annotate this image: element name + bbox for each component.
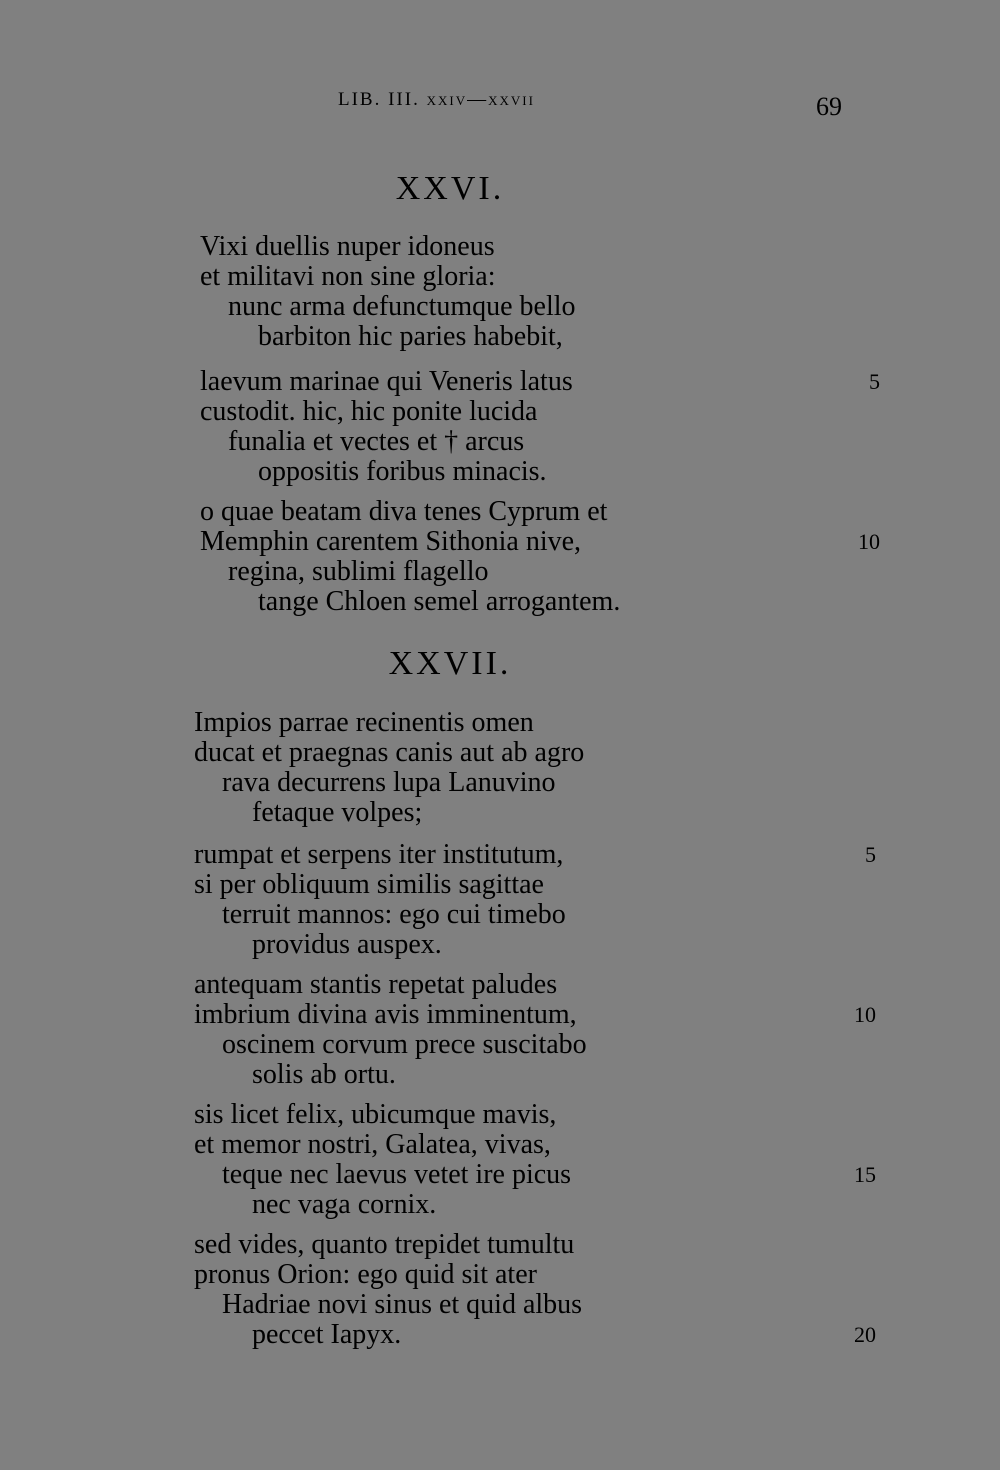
verse-text: nec vaga cornix. (252, 1189, 437, 1220)
verse-line (0, 738, 1000, 768)
verse-text: et militavi non sine gloria: (200, 261, 496, 292)
running-head: LIB. III. xxiv—xxvii (338, 89, 535, 110)
verse-text: rava decurrens lupa Lanuvino (222, 767, 556, 798)
stanza (0, 232, 1000, 352)
verse-line (0, 497, 1000, 527)
verse-line (0, 1320, 1000, 1350)
verse-line (0, 1260, 1000, 1290)
verse-text: Vixi duellis nuper idoneus (200, 231, 495, 262)
verse-line (0, 1060, 1000, 1090)
verse-text: Hadriae novi sinus et quid albus (222, 1289, 583, 1320)
verse-line (0, 970, 1000, 1000)
verse-line (0, 322, 1000, 352)
poem-title: XXVII. (388, 645, 512, 682)
verse-text: nunc arma defunctumque bello (228, 291, 576, 322)
verse-text: tange Chloen semel arrogantem. (258, 586, 621, 617)
verse-text: solis ab ortu. (252, 1059, 396, 1090)
verse-text: et memor nostri, Galatea, vivas, (194, 1129, 551, 1160)
verse-line (0, 870, 1000, 900)
verse-text: sed vides, quanto trepidet tumultu (194, 1229, 575, 1260)
verse-text: rumpat et serpens iter institutum, (194, 839, 564, 870)
verse-text: regina, sublimi flagello (228, 556, 489, 587)
stanza (0, 1230, 1000, 1350)
stanza (0, 497, 1000, 617)
line-number: 5 (869, 369, 880, 394)
verse-line (0, 427, 1000, 457)
verse-text: fetaque volpes; (252, 797, 423, 828)
verse-text: laevum marinae qui Veneris latus (200, 366, 573, 397)
verse-text: barbiton hic paries habebit, (258, 321, 563, 352)
verse-text: terruit mannos: ego cui timebo (222, 899, 566, 930)
verse-line (0, 1030, 1000, 1060)
verse-line (0, 457, 1000, 487)
verse-text: imbrium divina avis imminentum, (194, 999, 577, 1030)
verse-line (0, 798, 1000, 828)
verse-line (0, 1100, 1000, 1130)
verse-text: peccet Iapyx. (252, 1319, 402, 1350)
verse-line (0, 1130, 1000, 1160)
verse-line (0, 768, 1000, 798)
verse-line (0, 527, 1000, 557)
verse-text: oscinem corvum prece suscitabo (222, 1029, 587, 1060)
poem-title: XXVI. (395, 170, 505, 207)
verse-text: funalia et vectes et † arcus (228, 426, 525, 457)
verse-line (0, 232, 1000, 262)
verse-line (0, 397, 1000, 427)
verse-line (0, 1190, 1000, 1220)
line-number: 20 (854, 1322, 876, 1347)
verse-line (0, 840, 1000, 870)
verse-text: o quae beatam diva tenes Cyprum et (200, 496, 608, 527)
verse-line (0, 1230, 1000, 1260)
verse-text: Memphin carentem Sithonia nive, (200, 526, 582, 557)
line-number: 15 (854, 1162, 876, 1187)
verse-text: antequam stantis repetat paludes (194, 969, 558, 1000)
page-number: 69 (816, 92, 842, 121)
verse-line (0, 1290, 1000, 1320)
verse-text: Impios parrae recinentis omen (194, 707, 534, 738)
verse-line (0, 292, 1000, 322)
verse-line (0, 367, 1000, 397)
verse-text: sis licet felix, ubicumque mavis, (194, 1099, 557, 1130)
verse-line (0, 708, 1000, 738)
stanza (0, 840, 1000, 960)
verse-line (0, 557, 1000, 587)
verse-text: teque nec laevus vetet ire picus (222, 1159, 572, 1190)
verse-line (0, 587, 1000, 617)
verse-text: oppositis foribus minacis. (258, 456, 547, 487)
verse-line (0, 1160, 1000, 1190)
verse-line (0, 930, 1000, 960)
verse-text: ducat et praegnas canis aut ab agro (194, 737, 585, 768)
verse-text: providus auspex. (252, 929, 442, 960)
verse-line (0, 900, 1000, 930)
line-number: 10 (854, 1002, 876, 1027)
stanza (0, 708, 1000, 828)
line-number: 10 (858, 529, 880, 554)
stanza (0, 367, 1000, 487)
verse-text: custodit. hic, hic ponite lucida (200, 396, 538, 427)
verse-text: si per obliquum similis sagittae (194, 869, 544, 900)
verse-text: pronus Orion: ego quid sit ater (194, 1259, 537, 1290)
line-number: 5 (865, 842, 876, 867)
verse-line (0, 1000, 1000, 1030)
verse-line (0, 262, 1000, 292)
stanza (0, 970, 1000, 1090)
stanza (0, 1100, 1000, 1220)
